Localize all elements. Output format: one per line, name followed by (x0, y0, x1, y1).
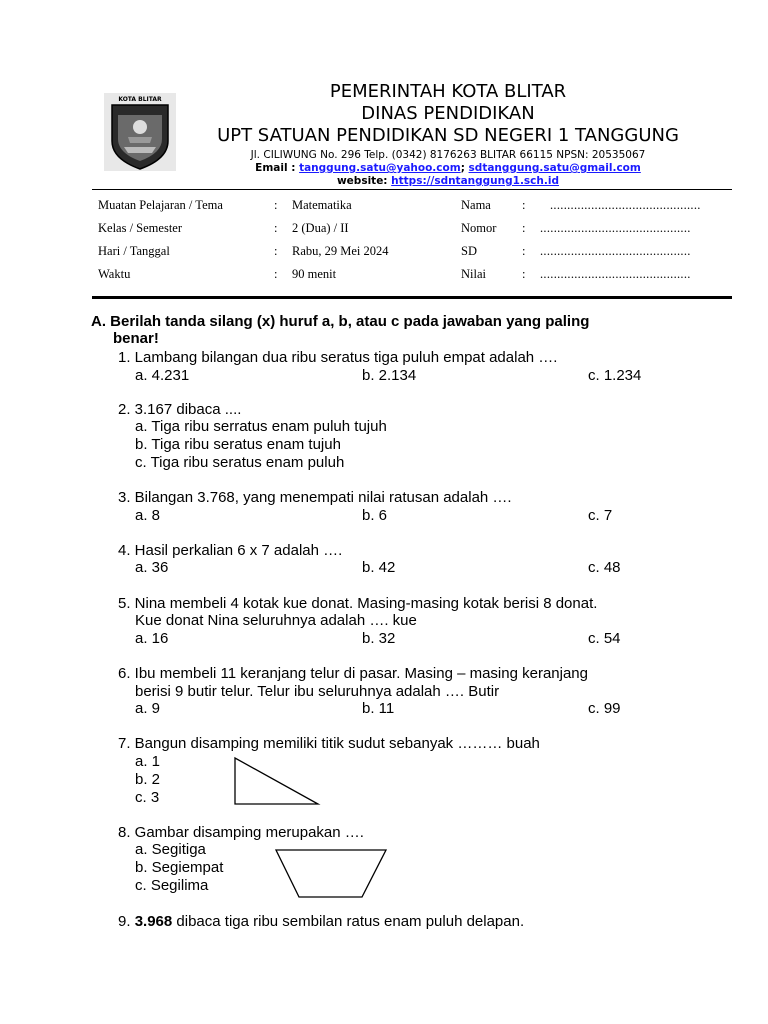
info-value-date: Rabu, 29 Mei 2024 (292, 244, 389, 258)
question-6-option-b[interactable]: b. 11 (362, 700, 395, 717)
question-6-option-c[interactable]: c. 99 (588, 700, 621, 717)
question-4-option-b[interactable]: b. 42 (362, 559, 396, 576)
question-4-option-a[interactable]: a. 36 (135, 559, 169, 576)
question-1-option-c[interactable]: c. 1.234 (588, 367, 642, 384)
info-label-subject: Muatan Pelajaran / Tema (98, 198, 223, 212)
info-label-score: Nilai (461, 267, 486, 281)
info-label-school: SD (461, 244, 477, 258)
info-value-subject: Matematika (292, 198, 352, 212)
name-field[interactable]: ............................................ (550, 198, 701, 212)
question-5-text: 5. Nina membeli 4 kotak kue donat. Masing-masing kotak berisi 8 donat. (118, 595, 598, 612)
question-7-option-a[interactable]: a. 1 (135, 753, 161, 770)
website-link[interactable]: https://sdntanggung1.sch.id (391, 175, 559, 187)
info-value-time: 90 menit (292, 267, 337, 281)
question-6-text-cont: berisi 9 butir telur. Telur ibu seluruhnya adalah …. Butir (135, 683, 500, 700)
info-colon: : (274, 244, 278, 258)
info-colon: : (522, 221, 526, 235)
question-3-option-a[interactable]: a. 8 (135, 507, 161, 524)
school-field[interactable]: ............................................ (540, 244, 691, 258)
score-field[interactable]: ............................................ (540, 267, 691, 281)
email-label: Email : (255, 162, 300, 174)
website-label: website: (336, 175, 392, 187)
question-4-text: 4. Hasil perkalian 6 x 7 adalah …. (118, 542, 343, 559)
question-3-text: 3. Bilangan 3.768, yang menempati nilai ratusan adalah …. (118, 489, 512, 506)
info-label-number: Nomor (461, 221, 497, 235)
question-5-option-b[interactable]: b. 32 (362, 630, 396, 647)
school-logo (104, 93, 176, 171)
question-5-option-a[interactable]: a. 16 (135, 630, 169, 647)
question-9-statement: dibaca tiga ribu sembilan ratus enam puluh delapan. (172, 913, 525, 930)
info-value-class: 2 (Dua) / II (292, 221, 349, 235)
question-8-option-b[interactable]: b. Segiempat (135, 859, 224, 876)
info-label-date: Hari / Tanggal (98, 244, 170, 258)
header-title-1: PEMERINTAH KOTA BLITAR (329, 81, 567, 102)
email-link-2[interactable]: sdtanggung.satu@gmail.com (468, 162, 641, 174)
question-9-number: 9. (118, 913, 135, 930)
question-2-option-b[interactable]: b. Tiga ribu seratus enam tujuh (135, 436, 341, 453)
info-colon: : (522, 198, 526, 212)
section-instruction: A. Berilah tanda silang (x) huruf a, b, atau c pada jawaban yang paling (91, 313, 590, 330)
triangle-figure (230, 754, 325, 808)
question-2-option-c[interactable]: c. Tiga ribu seratus enam puluh (135, 454, 345, 471)
question-7-option-c[interactable]: c. 3 (135, 789, 160, 806)
info-colon: : (274, 267, 278, 281)
question-9-number-bold: 3.968 (134, 913, 173, 930)
question-3-option-c[interactable]: c. 7 (588, 507, 613, 524)
info-divider (92, 296, 732, 299)
info-label-name: Nama (461, 198, 491, 212)
question-6-option-a[interactable]: a. 9 (135, 700, 161, 717)
question-8-text: 8. Gambar disamping merupakan …. (118, 824, 364, 841)
email-link-1[interactable]: tanggung.satu@yahoo.com (299, 162, 461, 174)
question-2-option-a[interactable]: a. Tiga ribu serratus enam puluh tujuh (135, 418, 387, 435)
info-colon: : (522, 267, 526, 281)
number-field[interactable]: ............................................ (540, 221, 691, 235)
question-3-option-b[interactable]: b. 6 (362, 507, 388, 524)
header-title-2: DINAS PENDIDIKAN (361, 103, 535, 124)
info-colon: : (274, 221, 278, 235)
question-7-option-b[interactable]: b. 2 (135, 771, 161, 788)
question-7-text: 7. Bangun disamping memiliki titik sudut sebanyak ……… buah (118, 735, 540, 752)
info-label-class: Kelas / Semester (98, 221, 183, 235)
info-colon: : (522, 244, 526, 258)
question-1-text: 1. Lambang bilangan dua ribu seratus tiga puluh empat adalah …. (118, 349, 558, 366)
question-1-option-b[interactable]: b. 2.134 (362, 367, 417, 384)
header-divider (92, 189, 732, 190)
question-6-text: 6. Ibu membeli 11 keranjang telur di pasar. Masing – masing keranjang (118, 665, 588, 682)
header-address: Jl. CILIWUNG No. 296 Telp. (0342) 8176263 BLITAR 66115 NPSN: 20535067 (250, 149, 646, 161)
email-separator: ; (460, 162, 469, 174)
header-email-line (190, 162, 706, 175)
header-website-line (190, 175, 706, 188)
question-2-text: 2. 3.167 dibaca .... (118, 401, 242, 418)
question-5-option-c[interactable]: c. 54 (588, 630, 621, 647)
header-title-3: UPT SATUAN PENDIDIKAN SD NEGERI 1 TANGGUNG (217, 125, 679, 146)
logo-text: KOTA BLITAR (118, 96, 162, 103)
info-label-time: Waktu (98, 267, 131, 281)
question-9-text (118, 913, 524, 931)
question-8-option-c[interactable]: c. Segilima (135, 877, 209, 894)
question-1-option-a[interactable]: a. 4.231 (135, 367, 190, 384)
info-colon: : (274, 198, 278, 212)
question-5-text-cont: Kue donat Nina seluruhnya adalah …. kue (135, 612, 417, 629)
trapezoid-figure (272, 846, 392, 902)
question-4-option-c[interactable]: c. 48 (588, 559, 621, 576)
question-8-option-a[interactable]: a. Segitiga (135, 841, 206, 858)
section-instruction-cont: benar! (113, 330, 159, 347)
